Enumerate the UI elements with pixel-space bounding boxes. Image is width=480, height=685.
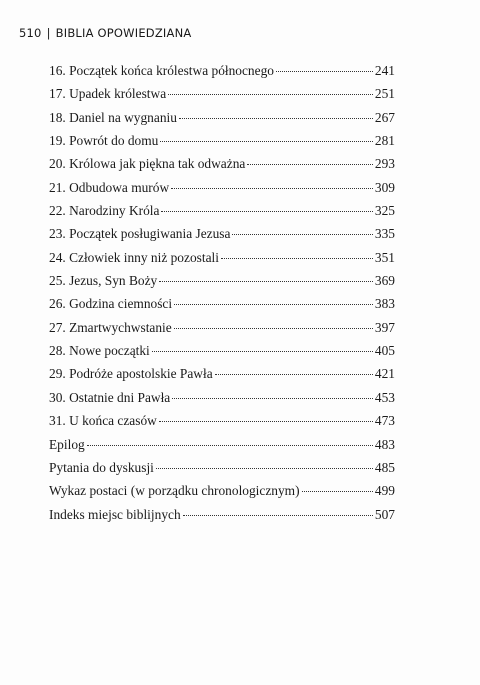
toc-entry-title: 26. Godzina ciemności <box>49 296 173 312</box>
toc-entry-page-number: 473 <box>374 413 395 429</box>
dot-leader <box>171 188 373 189</box>
toc-entry <box>49 365 395 388</box>
toc-entry-title: 25. Jezus, Syn Boży <box>49 273 158 289</box>
dot-leader <box>152 351 373 352</box>
header-separator: | <box>46 26 51 40</box>
toc-entry-title: 21. Odbudowa murów <box>49 179 170 195</box>
toc-entry-page-number: 383 <box>374 296 395 312</box>
toc-entry <box>49 109 395 132</box>
toc-entry <box>49 436 395 459</box>
toc-entry-page-number: 325 <box>374 203 395 219</box>
toc-entry-page-number: 453 <box>374 389 395 405</box>
toc-entry <box>49 62 395 85</box>
toc-entry-page-number: 309 <box>374 179 395 195</box>
toc-entry <box>49 179 395 202</box>
dot-leader <box>156 468 373 469</box>
dot-leader <box>168 94 373 95</box>
toc-entry-title: 17. Upadek królestwa <box>49 86 167 102</box>
dot-leader <box>221 258 373 259</box>
toc-entry-page-number: 483 <box>374 436 395 452</box>
toc-entry-title: 31. U końca czasów <box>49 413 157 429</box>
toc-entry-page-number: 335 <box>374 226 395 242</box>
toc-entry-page-number: 397 <box>374 319 395 335</box>
toc-entry-page-number: 267 <box>374 109 395 125</box>
toc-entry-title: 28. Nowe początki <box>49 343 150 359</box>
toc-entry-page-number: 369 <box>374 273 395 289</box>
dot-leader <box>87 445 373 446</box>
page-number: 510 <box>19 26 42 40</box>
toc-entry <box>49 155 395 178</box>
toc-entry-page-number: 293 <box>374 156 395 172</box>
dot-leader <box>174 304 373 305</box>
toc-entry-title: 29. Podróże apostolskie Pawła <box>49 366 213 382</box>
dot-leader <box>247 164 373 165</box>
toc-entry <box>49 342 395 365</box>
toc-entry <box>49 482 395 505</box>
dot-leader <box>159 421 373 422</box>
dot-leader <box>160 141 373 142</box>
toc-entry <box>49 225 395 248</box>
toc-entry <box>49 459 395 482</box>
toc-entry-page-number: 351 <box>374 249 395 265</box>
dot-leader <box>302 491 373 492</box>
toc-entry-title: Indeks miejsc biblijnych <box>49 506 181 522</box>
toc-entry-title: 18. Daniel na wygnaniu <box>49 109 177 125</box>
toc-entry-page-number: 507 <box>374 506 395 522</box>
toc-entry <box>49 202 395 225</box>
toc-entry-title: 30. Ostatnie dni Pawła <box>49 389 171 405</box>
toc-entry-title: Epilog <box>49 436 85 452</box>
toc-entry-page-number: 281 <box>374 133 395 149</box>
toc-entry <box>49 412 395 435</box>
book-title: BIBLIA OPOWIEDZIANA <box>55 26 192 40</box>
toc-entry-title: 19. Powrót do domu <box>49 133 159 149</box>
toc-entry <box>49 319 395 342</box>
toc-entry <box>49 249 395 272</box>
dot-leader <box>183 515 373 516</box>
dot-leader <box>276 71 373 72</box>
toc-entry <box>49 506 395 529</box>
running-head <box>19 26 191 40</box>
toc-entry-title: 27. Zmartwychwstanie <box>49 319 172 335</box>
dot-leader <box>215 374 373 375</box>
toc-entry-title: 23. Początek posługiwania Jezusa <box>49 226 231 242</box>
toc-entry-page-number: 421 <box>374 366 395 382</box>
toc-entry-title: 20. Królowa jak piękna tak odważna <box>49 156 246 172</box>
toc-entry-page-number: 251 <box>374 86 395 102</box>
toc-entry <box>49 132 395 155</box>
toc-entry <box>49 295 395 318</box>
toc-entry <box>49 389 395 412</box>
dot-leader <box>161 211 372 212</box>
toc-entry-page-number: 405 <box>374 343 395 359</box>
toc-entry-title: 22. Narodziny Króla <box>49 203 160 219</box>
toc-entry-title: 16. Początek końca królestwa północnego <box>49 63 274 78</box>
dot-leader <box>179 118 373 119</box>
toc-entry <box>49 272 395 295</box>
dot-leader <box>172 398 373 399</box>
toc-entry-title: 24. Człowiek inny niż pozostali <box>49 249 219 265</box>
toc-entry-title: Wykaz postaci (w porządku chronologicznym) <box>49 483 300 499</box>
toc-entry-page-number: 241 <box>374 63 395 78</box>
toc-entry <box>49 85 395 108</box>
toc-entry-page-number: 485 <box>374 459 395 475</box>
table-of-contents <box>49 62 395 529</box>
dot-leader <box>174 328 373 329</box>
dot-leader <box>159 281 373 282</box>
toc-entry-title: Pytania do dyskusji <box>49 459 154 475</box>
dot-leader <box>232 234 372 235</box>
toc-entry-page-number: 499 <box>374 483 395 499</box>
